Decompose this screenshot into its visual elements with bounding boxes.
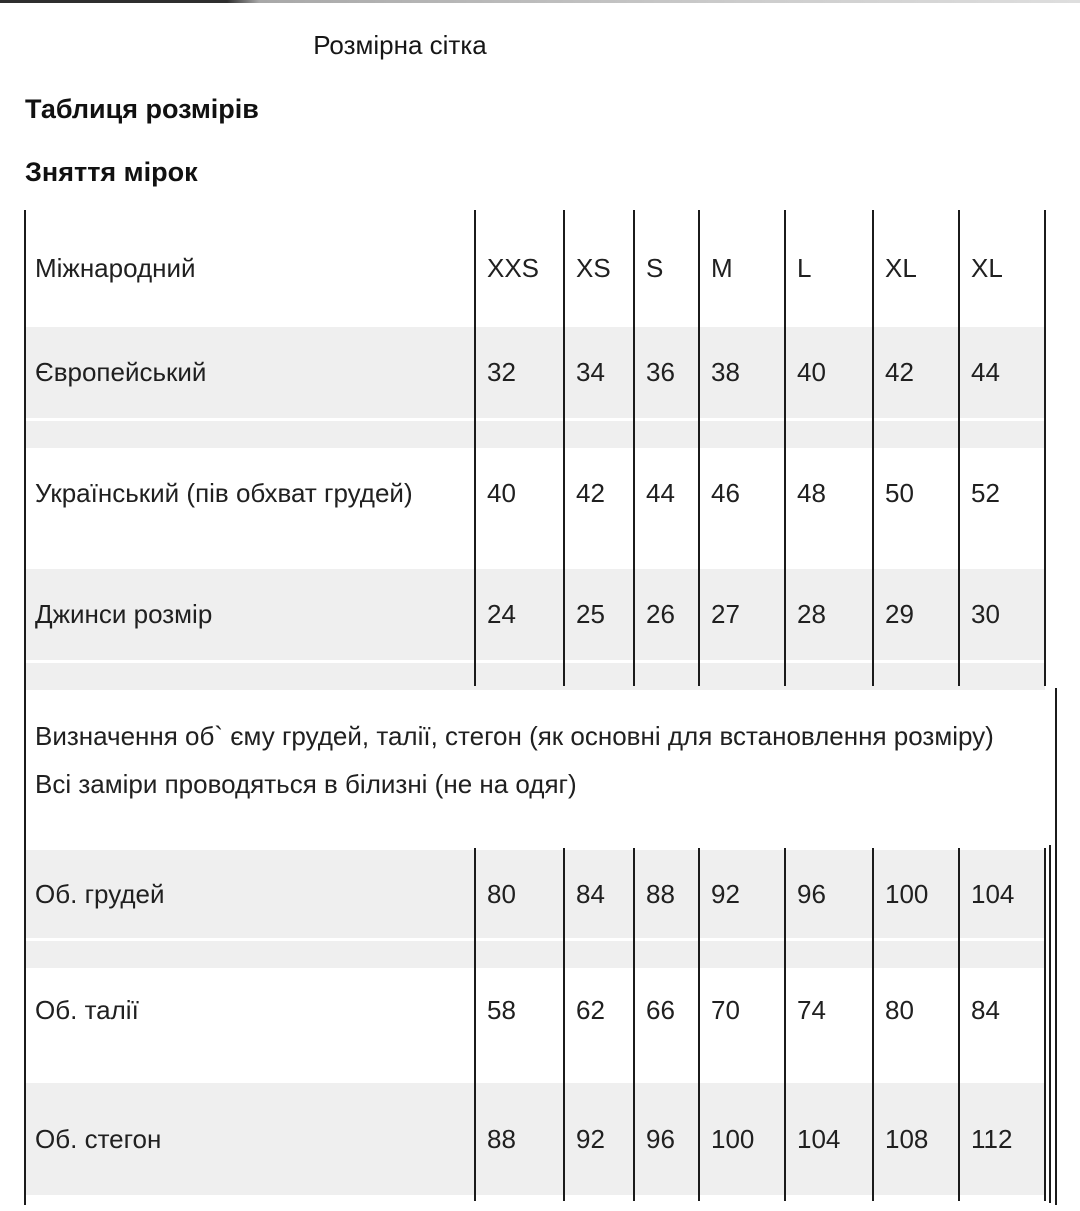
column-separator — [563, 210, 565, 686]
table-cell: 58 — [487, 995, 516, 1025]
row-label: Об. грудей — [35, 878, 165, 909]
table-cell: 40 — [487, 478, 516, 508]
table-cell: 96 — [646, 1123, 675, 1154]
column-separator — [872, 210, 874, 686]
table-cell: 26 — [646, 599, 675, 629]
header-cell: M — [711, 253, 733, 283]
top-hairline — [0, 0, 1080, 3]
row-strip — [25, 421, 1045, 448]
table-cell: 66 — [646, 995, 675, 1025]
column-separator — [563, 848, 565, 1201]
column-separator — [474, 210, 476, 686]
table-cell: 24 — [487, 599, 516, 629]
table-row — [25, 850, 1045, 968]
table-cell: 28 — [797, 599, 826, 629]
measure-table — [25, 850, 1045, 1195]
header-cell: XL — [971, 253, 1003, 283]
table-cell: 40 — [797, 357, 826, 387]
header-label: Міжнародний — [35, 253, 196, 283]
table-cell: 104 — [971, 878, 1015, 909]
column-separator — [872, 848, 874, 1201]
column-separator — [633, 848, 635, 1201]
table-cell: 112 — [971, 1123, 1013, 1154]
column-separator — [958, 210, 960, 686]
table-cell: 84 — [576, 878, 605, 909]
table-cell: 44 — [971, 357, 1000, 387]
table-cell: 27 — [711, 599, 740, 629]
header-cell: XS — [576, 253, 611, 283]
column-separator — [1049, 845, 1051, 1203]
header-cell: XL — [885, 253, 917, 283]
table-cell: 46 — [711, 478, 740, 508]
row-label: Український (пів обхват грудей) — [35, 478, 413, 508]
table-row — [25, 448, 1045, 569]
table-cell: 34 — [576, 357, 605, 387]
column-separator — [633, 210, 635, 686]
table-cell: 92 — [711, 878, 740, 909]
note-line-1: Визначення об` єму грудей, талії, стегон (як основні для встановлення розміру) — [35, 721, 994, 751]
size-table — [25, 210, 1045, 690]
measure-table-body — [25, 850, 1045, 1195]
row-strip — [25, 542, 1045, 569]
table-row — [25, 327, 1045, 448]
table-row — [25, 1083, 1045, 1195]
table-cell: 52 — [971, 478, 1000, 508]
size-table-header-row — [25, 210, 1045, 327]
table-right-border — [1044, 210, 1046, 686]
column-separator — [698, 848, 700, 1201]
header-cell: XXS — [487, 253, 540, 283]
table-cell: 30 — [971, 599, 1000, 629]
table-cell: 44 — [646, 478, 675, 508]
table-cell: 100 — [711, 1123, 755, 1154]
column-separator — [1044, 848, 1046, 1201]
table-cell: 100 — [885, 878, 929, 909]
column-separator — [784, 210, 786, 686]
table-cell: 42 — [885, 357, 914, 387]
column-separator — [698, 210, 700, 686]
row-label: Об. стегон — [35, 1123, 162, 1154]
table-cell: 29 — [885, 599, 914, 629]
table-cell: 36 — [646, 357, 675, 387]
table-cell: 96 — [797, 878, 826, 909]
header-cell: L — [797, 253, 812, 283]
table-cell: 80 — [885, 995, 914, 1025]
heading-measurements: Зняття мірок — [25, 157, 198, 187]
table-cell: 50 — [885, 478, 914, 508]
row-label: Європейський — [35, 357, 207, 387]
table-row — [25, 968, 1045, 1083]
table-cell: 25 — [576, 599, 605, 629]
header-cell: S — [646, 253, 664, 283]
note-line-2: Всі заміри проводяться в білизні (не на одяг) — [35, 769, 577, 799]
column-separator — [784, 848, 786, 1201]
row-label: Джинси розмір — [35, 599, 213, 629]
table-cell: 32 — [487, 357, 516, 387]
column-separator — [958, 848, 960, 1201]
table-cell: 88 — [487, 1123, 516, 1154]
table-cell: 92 — [576, 1123, 605, 1154]
page-title: Розмірна сітка — [313, 30, 487, 60]
measurement-notes — [35, 712, 1045, 808]
table-cell: 48 — [797, 478, 826, 508]
table-row — [25, 569, 1045, 690]
table-cell: 42 — [576, 478, 605, 508]
row-strip — [25, 1056, 1045, 1083]
table-cell: 38 — [711, 357, 740, 387]
table-cell: 88 — [646, 878, 675, 909]
table-left-border — [24, 210, 26, 1205]
table-cell: 74 — [797, 995, 826, 1025]
row-label: Об. талії — [35, 995, 139, 1025]
column-separator — [474, 848, 476, 1201]
row-strip — [25, 663, 1045, 690]
table-cell: 104 — [797, 1123, 841, 1154]
table-cell: 70 — [711, 995, 740, 1025]
table-cell: 108 — [885, 1123, 929, 1154]
row-strip — [25, 941, 1045, 968]
table-cell: 80 — [487, 878, 516, 909]
table-cell: 84 — [971, 995, 1000, 1025]
heading-size-table: Таблиця розмірів — [25, 94, 259, 124]
section-right-border — [1055, 688, 1057, 1205]
table-cell: 62 — [576, 995, 605, 1025]
size-table-body — [25, 327, 1045, 690]
